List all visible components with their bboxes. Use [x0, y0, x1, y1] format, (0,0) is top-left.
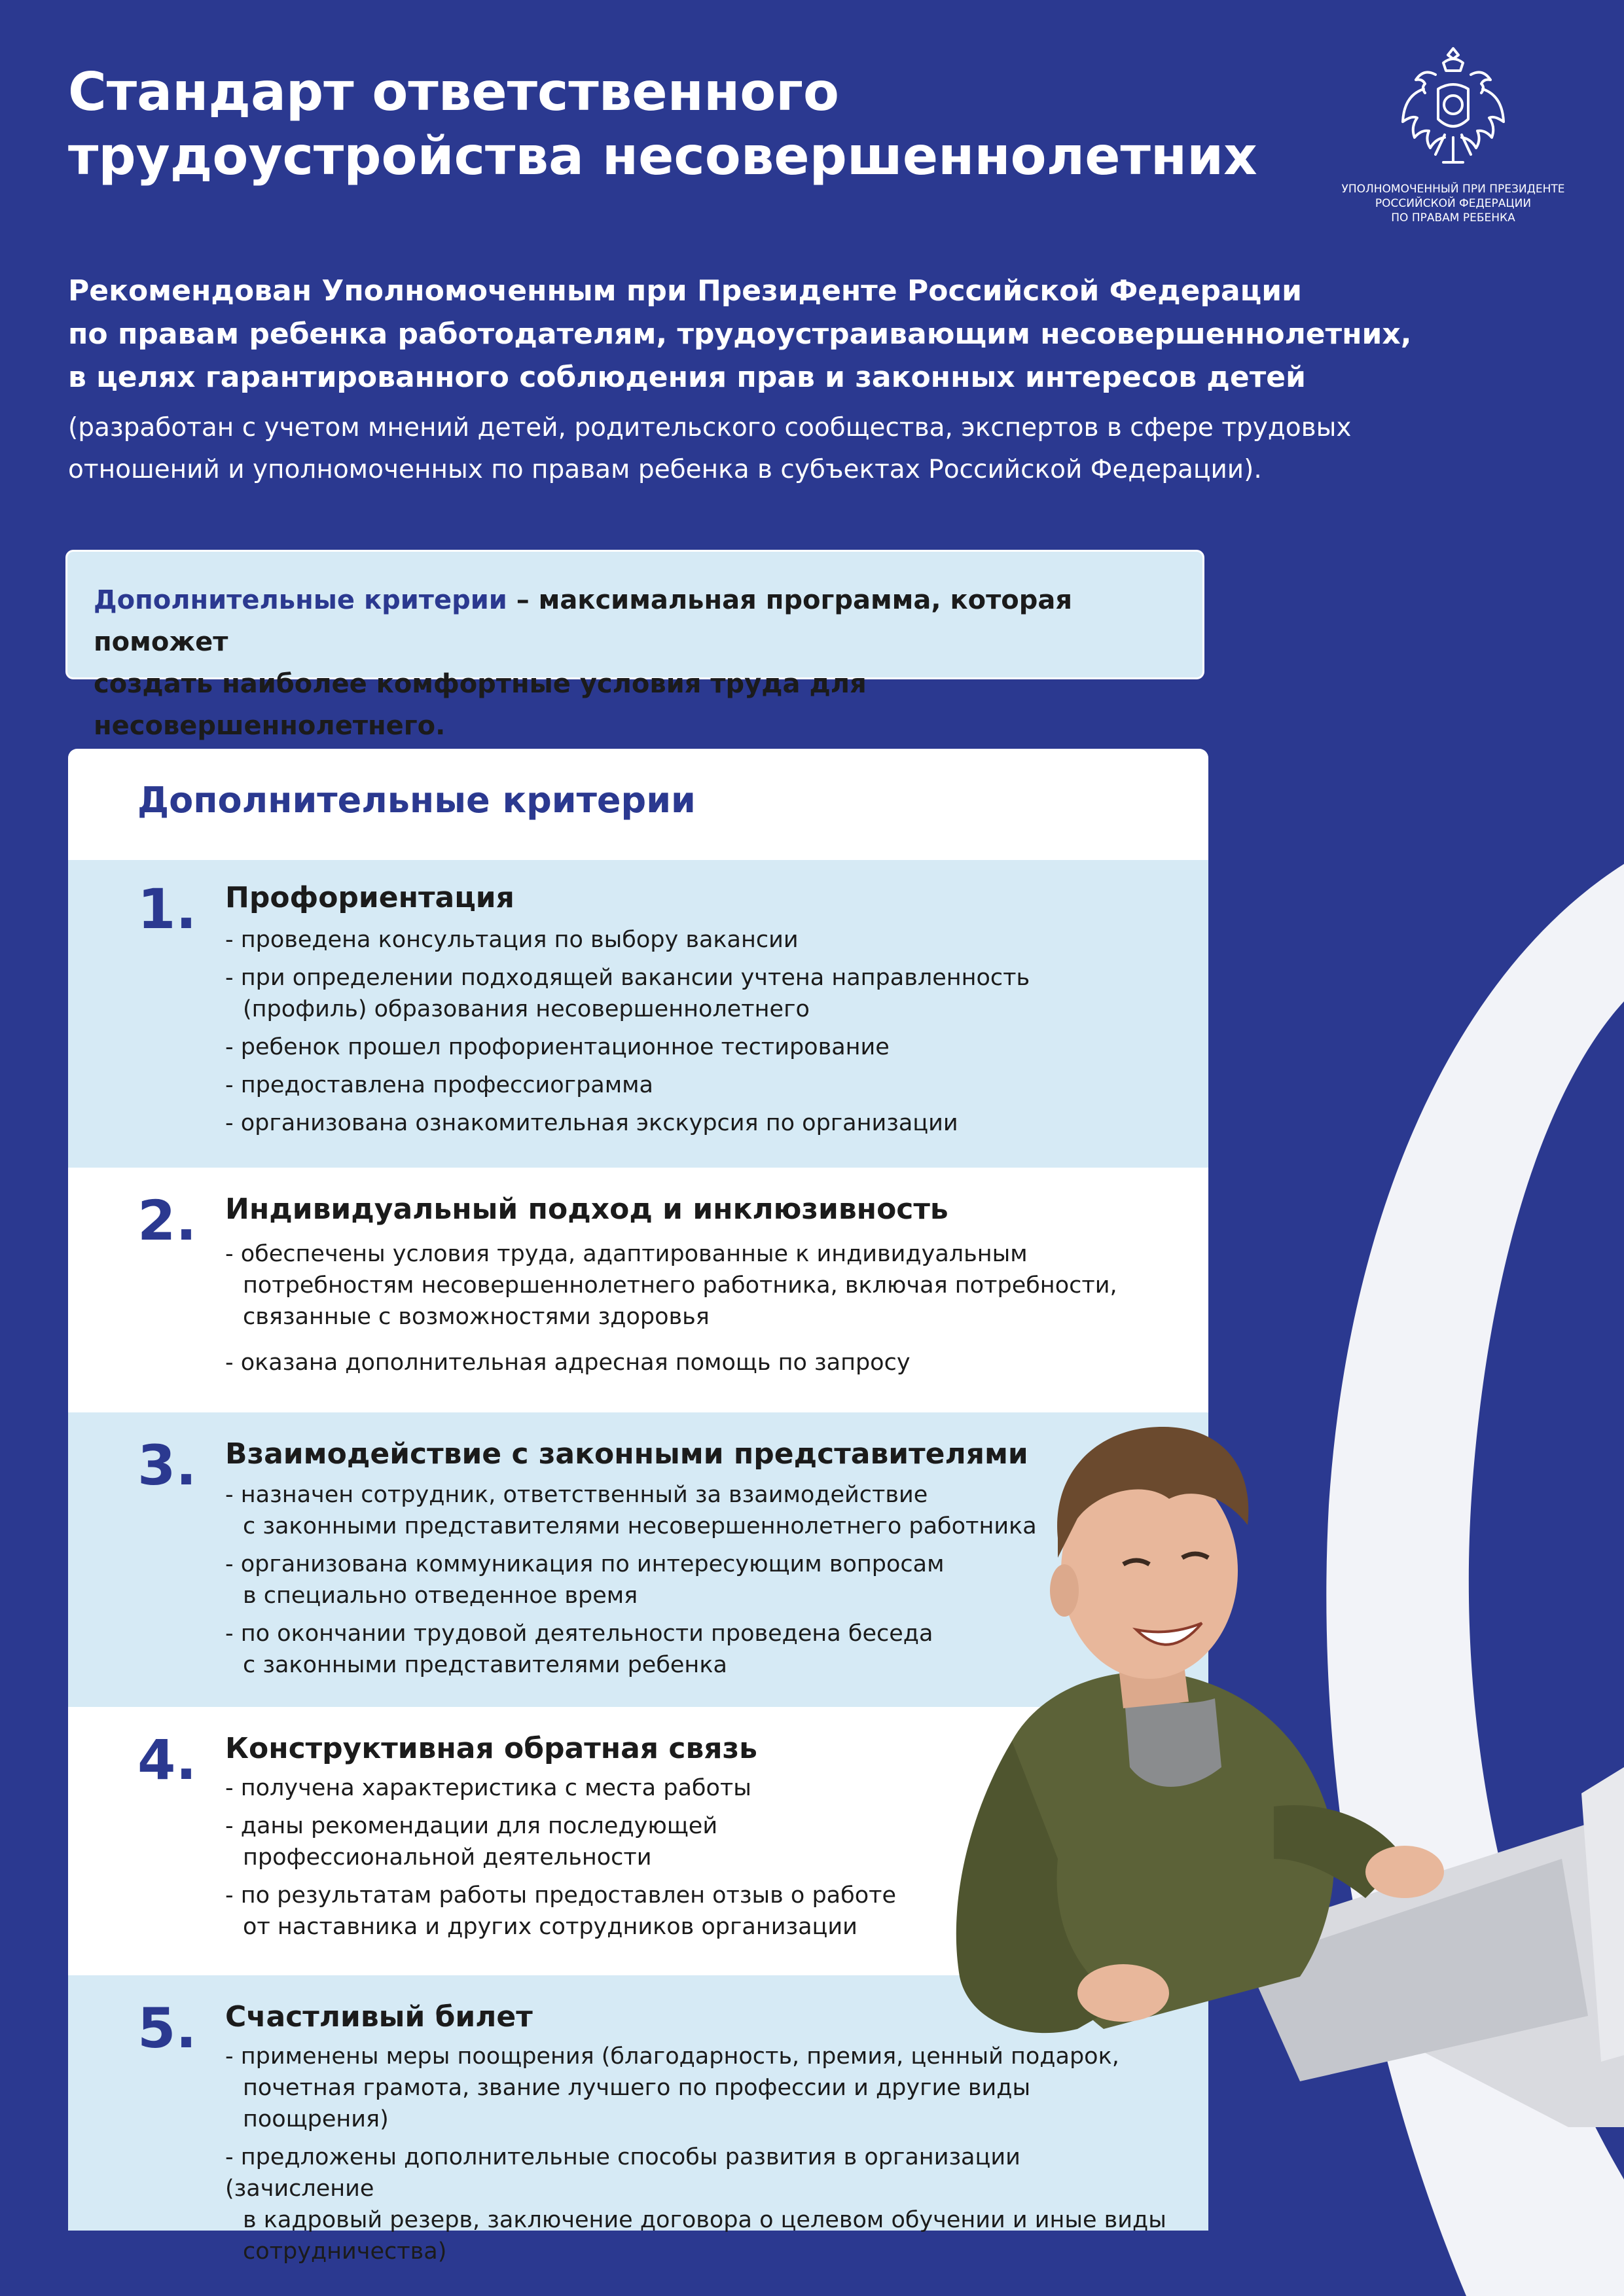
- callout-text-2: создать наиболее комфортные условия труда для несовершеннолетнего.: [94, 669, 867, 741]
- smiling-teen-with-laptop-icon: [907, 1401, 1624, 2127]
- criterion-section-1: [68, 860, 1208, 1168]
- definition-callout: [65, 550, 1204, 741]
- criterion-item: - по результатам работы предоставлен отзыв о работе от наставника и других сотрудников организации: [225, 1882, 897, 1940]
- criterion-title: Взаимодействие с законными представителями: [225, 1437, 1028, 1471]
- criterion-item: - даны рекомендации для последующей профессиональной деятельности: [225, 1813, 718, 1871]
- criterion-item: - оказана дополнительная адресная помощь по запросу: [225, 1350, 911, 1376]
- criterion-title: Индивидуальный подход и инклюзивность: [225, 1193, 948, 1226]
- criterion-number: 2.: [137, 1189, 197, 1253]
- criterion-item: - обеспечены условия труда, адаптированные к индивидуальным потребностям несовершеннолетнего работника, включая потребности, связанные с возможностями здоровья: [225, 1241, 1117, 1330]
- double-headed-eagle-emblem-icon: [1398, 43, 1509, 174]
- criterion-item: - применены меры поощрения (благодарность, премия, ценный подарок, почетная грамота, звание лучшего по профессии и другие виды поощрения): [225, 2043, 1119, 2132]
- page-title: Стандарт ответственного трудоустройства несовершеннолетних: [68, 62, 1257, 187]
- criterion-number: 5.: [137, 1996, 197, 2060]
- criterion-item: - предложены дополнительные способы развития в организации (зачисление в кадровый резерв, заключение договора о целевом обучении и иные виды сотрудничества): [225, 2144, 1166, 2265]
- criterion-item: - получена характеристика с места работы: [225, 1775, 751, 1801]
- criterion-title: Конструктивная обратная связь: [225, 1732, 757, 1765]
- criterion-item: - организована коммуникация по интересующим вопросам в специально отведенное время: [225, 1551, 945, 1609]
- callout-text-1: – максимальная программа, которая поможет: [94, 585, 1073, 657]
- criterion-item: - организована ознакомительная экскурсия по организации: [225, 1110, 958, 1136]
- criterion-items: [225, 924, 1168, 1145]
- intro-note: (разработан с учетом мнений детей, родительского сообщества, экспертов в сфере трудовых отношений и уполномоченных по правам ребенка в субъектах Российской Федерации).: [68, 413, 1352, 484]
- criteria-card-title: Дополнительные критерии: [137, 780, 696, 821]
- criterion-number: 1.: [137, 877, 197, 941]
- criterion-title: Профориентация: [225, 881, 514, 914]
- criterion-item: - проведена консультация по выбору вакансии: [225, 927, 799, 953]
- criterion-number: 4.: [137, 1728, 197, 1792]
- criterion-section-2: [68, 1168, 1208, 1412]
- criterion-items: [225, 1238, 1168, 1385]
- criterion-item: - предоставлена профессиограмма: [225, 1072, 653, 1098]
- emblem-caption: УПОЛНОМОЧЕННЫЙ ПРИ ПРЕЗИДЕНТЕ РОССИЙСКОЙ ФЕДЕРАЦИИ ПО ПРАВАМ РЕБЕНКА: [1341, 183, 1565, 224]
- criteria-card-header: [68, 749, 1208, 860]
- criterion-item: - ребенок прошел профориентационное тестирование: [225, 1034, 890, 1060]
- criterion-item: - при определении подходящей вакансии учтена направленность (профиль) образования несовершеннолетнего: [225, 965, 1030, 1022]
- criterion-item: - по окончании трудовой деятельности проведена беседа с законными представителями ребенка: [225, 1621, 933, 1678]
- criterion-item: - назначен сотрудник, ответственный за взаимодействие с законными представителями несовершеннолетнего работника: [225, 1482, 1037, 1539]
- callout-accent: Дополнительные критерии: [94, 585, 507, 615]
- criterion-title: Счастливый билет: [225, 2000, 533, 2034]
- intro-recommendation: Рекомендован Уполномоченным при Президенте Российской Федерации по правам ребенка работодателям, трудоустраивающим несовершеннолетних, в целях гарантированного соблюдения прав и законных интересов детей: [68, 274, 1412, 394]
- ombudsman-logo: [1329, 43, 1578, 225]
- criterion-number: 3.: [137, 1433, 197, 1498]
